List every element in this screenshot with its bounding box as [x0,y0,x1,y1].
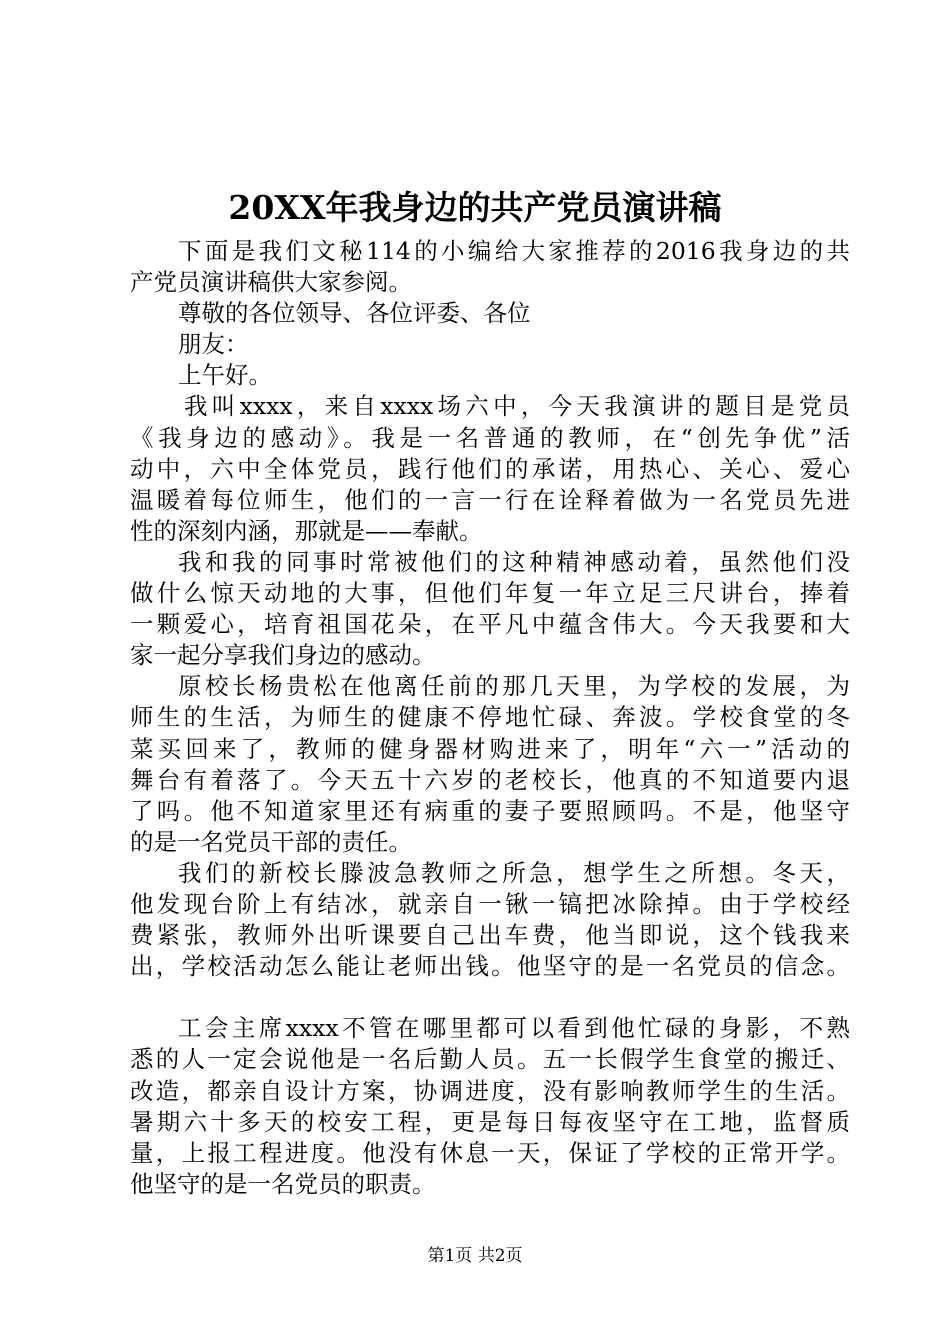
paragraph-line: 的是一名党员干部的责任。 [130,827,412,856]
paragraph-line: 一颗爱心，培育祖国花朵，在平凡中蕴含伟大。今天我要和大 [130,610,850,639]
paragraph-line: 工会主席xxxx不管在哪里都可以看到他忙碌的身影，不熟 [178,1014,850,1043]
paragraph-line: 尊敬的各位领导、各位评委、各位 [178,299,531,328]
paragraph-line: 改造，都亲自设计方案，协调进度，没有影响教师学生的生活。 [130,1076,850,1105]
paragraph-line: 我们的新校长滕波急教师之所急，想学生之所想。冬天， [178,858,850,887]
paragraph-line: 朋友： [178,330,249,359]
paragraph-line: 《我身边的感动》。我是一名普通的教师，在“创先争优”活 [130,423,850,452]
paragraph-line: 费紧张，教师外出听课要自己出车费，他当即说，这个钱我来 [130,921,850,950]
blank-line [130,982,850,1013]
paragraph-line: 量，上报工程进度。他没有休息一天，保证了学校的正常开学。 [130,1138,850,1167]
paragraph-line: 了吗。他不知道家里还有病重的妻子要照顾吗。不是，他坚守 [130,796,850,825]
document-body [130,236,850,1200]
paragraph-line: 他坚守的是一名党员的职责。 [130,1169,436,1198]
paragraph-line: 师生的生活，为师生的健康不停地忙碌、奔波。学校食堂的冬 [130,703,850,732]
paragraph-line: 出，学校活动怎么能让老师出钱。他坚守的是一名党员的信念。 [130,952,850,981]
paragraph-line: 上午好。 [178,361,272,390]
paragraph-line: 性的深刻内涵，那就是——奉献。 [130,516,483,545]
paragraph-line: 舞台有着落了。今天五十六岁的老校长，他真的不知道要内退 [130,765,850,794]
page-number-footer: 第1页 共2页 [427,1246,523,1266]
paragraph-line: 产党员演讲稿供大家参阅。 [130,268,412,297]
paragraph-line: 我叫xxxx，来自xxxx场六中，今天我演讲的题目是党员 [184,392,850,421]
document-title: 20XX年我身边的共产党员演讲稿 [228,188,722,227]
paragraph-line: 动中，六中全体党员，践行他们的承诺，用热心、关心、爱心 [130,454,850,483]
paragraph-line: 我和我的同事时常被他们的这种精神感动着，虽然他们没 [178,547,850,576]
paragraph-line: 他发现台阶上有结冰，就亲自一锹一镐把冰除掉。由于学校经 [130,889,850,918]
paragraph-line: 原校长杨贵松在他离任前的那几天里，为学校的发展，为 [178,672,850,701]
paragraph-line: 家一起分享我们身边的感动。 [130,641,436,670]
paragraph-line: 菜买回来了，教师的健身器材购进来了，明年“六一”活动的 [130,734,850,763]
paragraph-line: 悉的人一定会说他是一名后勤人员。五一长假学生食堂的搬迁、 [130,1045,850,1074]
paragraph-line: 温暖着每位师生，他们的一言一行在诠释着做为一名党员先进 [130,485,850,514]
paragraph-line: 下面是我们文秘114的小编给大家推荐的2016我身边的共 [178,237,850,265]
paragraph-line: 做什么惊天动地的大事，但他们年复一年立足三尺讲台，捧着 [130,579,850,608]
paragraph-line: 暑期六十多天的校安工程，更是每日每夜坚守在工地，监督质 [130,1107,850,1136]
